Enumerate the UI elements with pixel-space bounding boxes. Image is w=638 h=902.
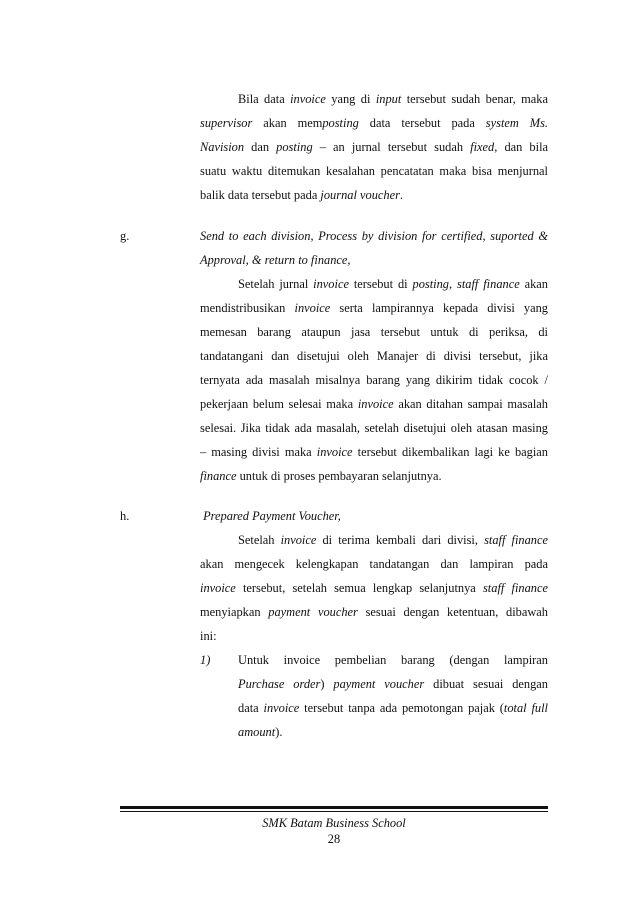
paragraph-line: selesai. Jika tidak ada masalah, setelah disetujui oleh atasan masing: [200, 421, 548, 435]
list-marker: g.: [120, 229, 130, 243]
paragraph-line: tandatangani dan disetujui oleh Manajer di divisi tersebut, jika: [200, 349, 548, 363]
paragraph-line: akan mengecek kelengkapan tandatangan dan lampiran pada: [200, 557, 548, 571]
paragraph-line: Setelah jurnal invoice tersebut di posting, staff finance akan: [238, 277, 549, 291]
paragraph-line: mendistribusikan invoice serta lampirannya kepada divisi yang: [200, 301, 548, 315]
paragraph-line: Setelah invoice di terima kembali dari divisi, staff finance: [238, 533, 548, 547]
item-heading-line: Approval, & return to finance,: [200, 253, 351, 267]
paragraph-line: memesan barang ataupun jasa tersebut untuk di periksa, di: [200, 325, 548, 339]
paragraph-line: data invoice tersebut tanpa ada pemotongan pajak (total full: [238, 701, 548, 715]
paragraph-line: balik data tersebut pada journal voucher.: [200, 188, 404, 202]
paragraph-line: Navision dan posting – an jurnal tersebut sudah fixed, dan bila: [200, 140, 549, 154]
page-number: 28: [327, 832, 341, 846]
paragraph-line: supervisor akan memposting data tersebut pada system Ms.: [200, 116, 548, 130]
paragraph-line: Purchase order) payment voucher dibuat sesuai dengan: [238, 677, 548, 691]
paragraph-line: – masing divisi maka invoice tersebut dikembalikan lagi ke bagian: [200, 445, 548, 459]
footer-divider: [120, 806, 548, 809]
footer-school-name: SMK Batam Business School: [262, 816, 406, 830]
paragraph-line: invoice tersebut, setelah semua lengkap selanjutnya staff finance: [200, 581, 548, 595]
paragraph-line: Bila data invoice yang di input tersebut sudah benar, maka: [238, 92, 548, 106]
paragraph-line: suatu waktu ditemukan kesalahan pencatatan maka bisa menjurnal: [200, 164, 548, 178]
paragraph-line: pekerjaan belum selesai maka invoice akan ditahan sampai masalah: [200, 397, 548, 411]
footer-divider: [120, 811, 548, 812]
sub-item-marker: 1): [200, 653, 211, 667]
item-heading-line: Prepared Payment Voucher,: [200, 509, 341, 523]
paragraph-line: amount).: [238, 725, 283, 739]
paragraph-line: ternyata ada masalah misalnya barang yang dikirim tidak cocok /: [200, 373, 548, 387]
paragraph-line: ini:: [200, 629, 217, 643]
paragraph-line: menyiapkan payment voucher sesuai dengan ketentuan, dibawah: [200, 605, 548, 619]
paragraph-line: finance untuk di proses pembayaran selanjutnya.: [200, 469, 442, 483]
list-marker: h.: [120, 509, 130, 523]
paragraph-line: Untuk invoice pembelian barang (dengan lampiran: [238, 653, 548, 667]
item-heading-line: Send to each division, Process by division for certified, suported &: [200, 229, 548, 243]
